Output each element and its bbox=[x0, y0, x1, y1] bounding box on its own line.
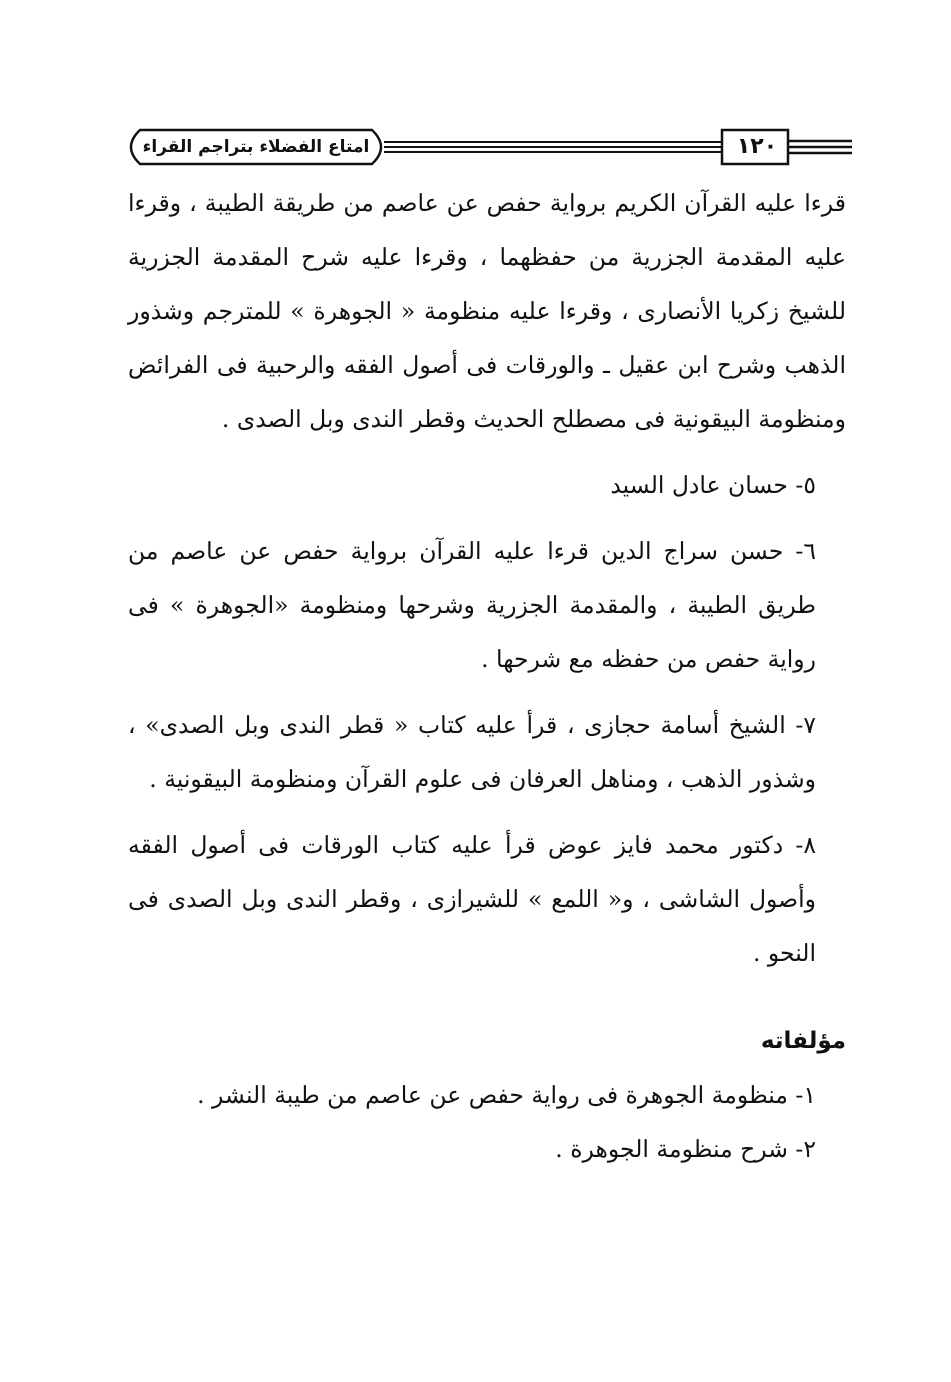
page-number: ١٢٠ bbox=[736, 134, 778, 159]
page-body bbox=[128, 176, 846, 1176]
works-heading: مؤلفاته bbox=[760, 1028, 846, 1054]
work-item-2: ٢- شرح منظومة الجوهرة . bbox=[555, 1135, 816, 1163]
work-item-1: ١- منظومة الجوهرة فى رواية حفص عن عاصم من طيبة النشر . bbox=[197, 1081, 816, 1109]
page-header bbox=[122, 126, 852, 168]
paragraph-intro: قرءا عليه القرآن الكريم برواية حفص عن عاصم من طريقة الطيبة ، وقرءا عليه المقدمة الجزرية من حفظهما ، وقرءا عليه شرح المقدمة الجزرية للشيخ زكريا الأنصارى ، وقرءا عليه منظومة « الجوهرة » للمترجم وشذور الذهب وشرح ابن عقيل ـ والورقات فى أصول الفقه والرحبية فى الفرائض ومنظومة البيقونية فى مصطلح الحديث وقطر الندى وبل الصدى . bbox=[128, 189, 846, 433]
list-item-8: ٨- دكتور محمد فايز عوض قرأ عليه كتاب الورقات فى أصول الفقه وأصول الشاشى ، و« اللمع » للشيرازى ، وقطر الندى وبل الصدى فى النحو . bbox=[128, 831, 816, 967]
list-item-5: ٥- حسان عادل السيد bbox=[610, 471, 816, 499]
list-item-6: ٦- حسن سراج الدين قرءا عليه القرآن برواية حفص عن عاصم من طريق الطيبة ، والمقدمة الجزرية وشرحها ومنظومة «الجوهرة » فى رواية حفص من حفظه مع شرحها . bbox=[128, 537, 816, 673]
running-title: امتاع الفضلاء بتراجم القراء bbox=[142, 137, 370, 157]
list-item-7: ٧- الشيخ أسامة حجازى ، قرأ عليه كتاب « قطر الندى وبل الصدى» ، وشذور الذهب ، ومناهل العرفان فى علوم القرآن ومنظومة البيقونية . bbox=[128, 711, 816, 793]
